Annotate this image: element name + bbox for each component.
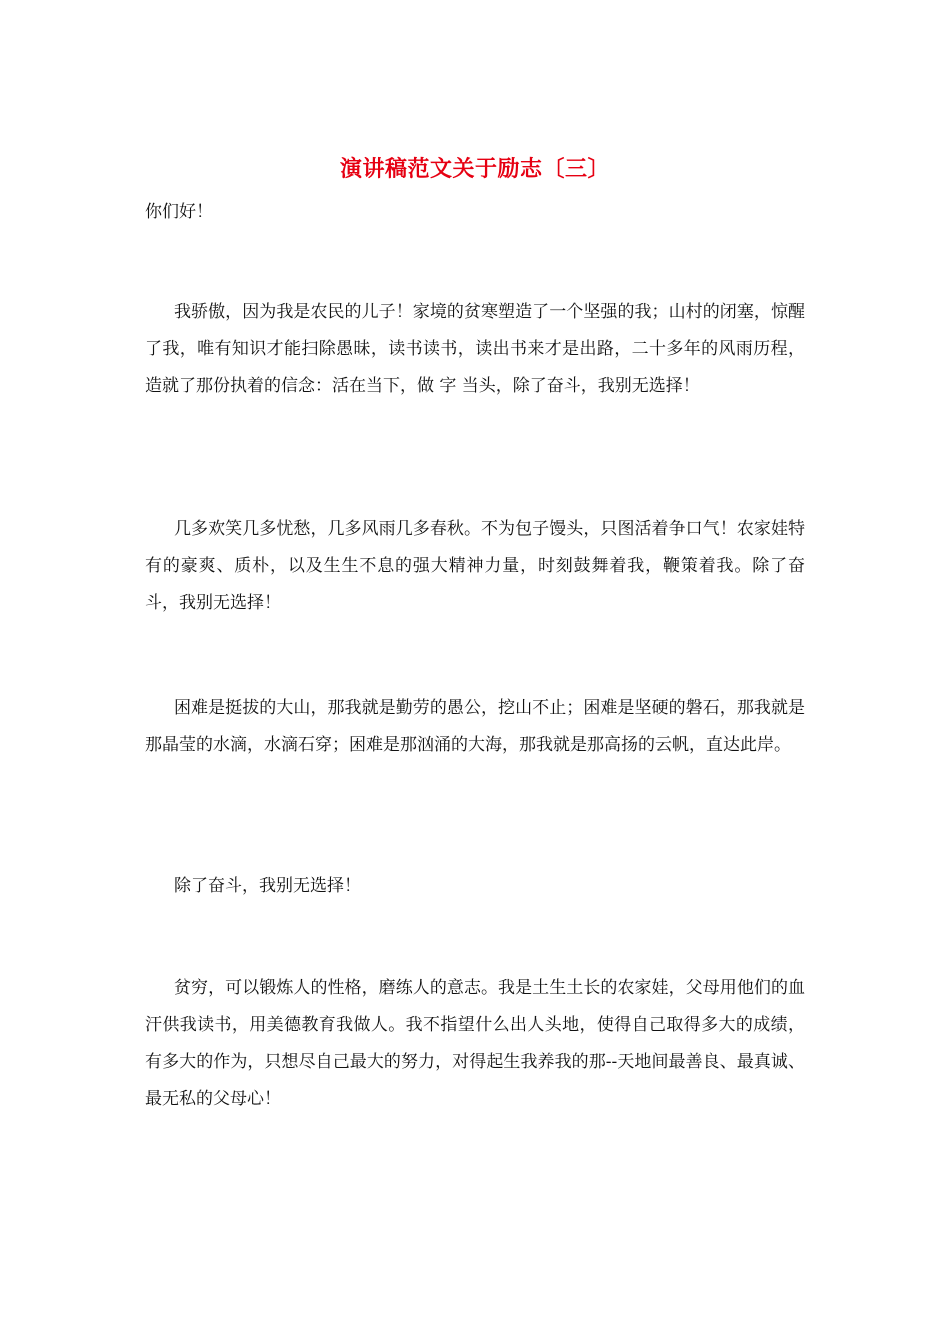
- paragraph-3: 困难是挺拔的大山，那我就是勤劳的愚公，挖山不止；困难是坚硬的磐石，那我就是那晶莹的水滴，水滴石穿；困难是那汹涌的大海，那我就是那高扬的云帆，直达此岸。: [145, 698, 805, 755]
- paragraph-4: 除了奋斗，我别无选择！: [174, 876, 361, 896]
- greeting: 你们好！: [145, 202, 213, 222]
- paragraph-2: 几多欢笑几多忧愁，几多风雨几多春秋。不为包子馒头，只图活着争口气！农家娃特有的豪爽、质朴，以及生生不息的强大精神力量，时刻鼓舞着我，鞭策着我。除了奋斗，我别无选择！: [145, 519, 805, 613]
- paragraph-5: 贫穷，可以锻炼人的性格，磨练人的意志。我是土生土长的农家娃，父母用他们的血汗供我读书，用美德教育我做人。我不指望什么出人头地，使得自己取得多大的成绩，有多大的作为，只想尽自己最大的努力，对得起生我养我的那--天地间最善良、最真诚、最无私的父母心！: [145, 978, 805, 1109]
- paragraph-1: 我骄傲，因为我是农民的儿子！家境的贫寒塑造了一个坚强的我；山村的闭塞，惊醒了我，唯有知识才能扫除愚昧，读书读书，读出书来才是出路，二十多年的风雨历程，造就了那份执着的信念：活在当下，做 字 当头，除了奋斗，我别无选择！: [145, 302, 805, 396]
- document-title: 演讲稿范文关于励志〔三〕: [339, 156, 610, 182]
